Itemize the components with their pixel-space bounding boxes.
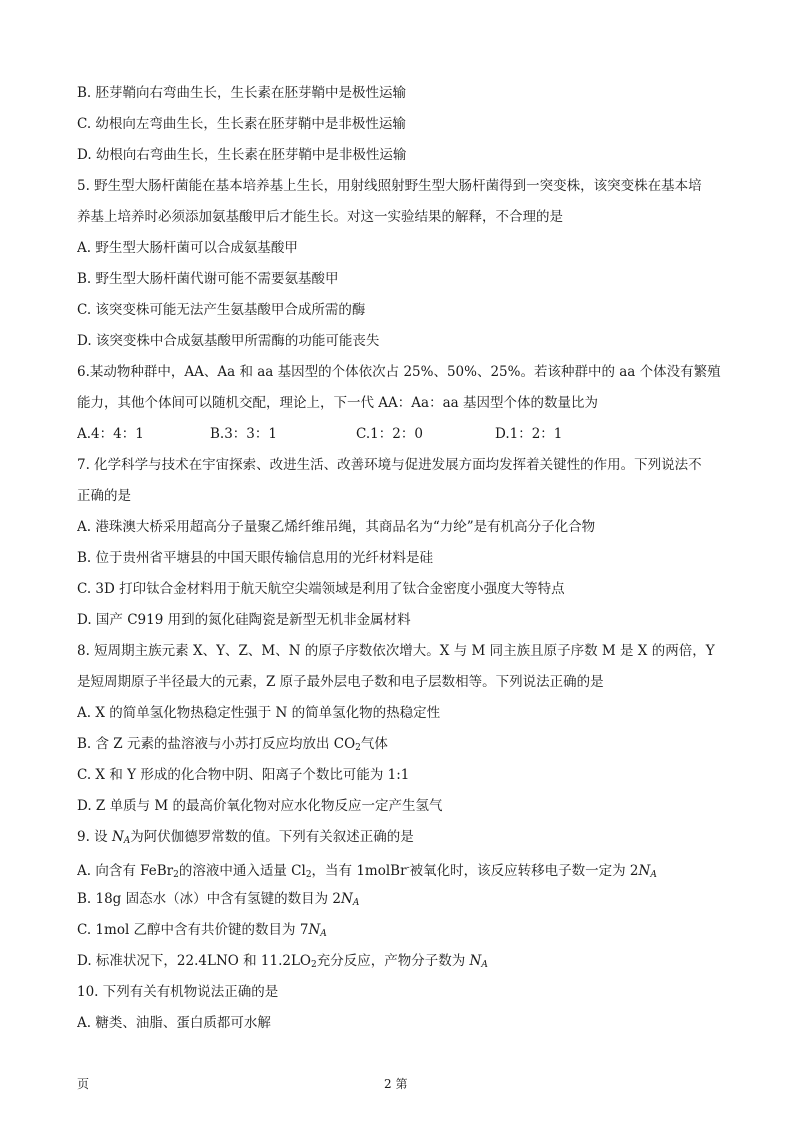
q4-option-d: D. 幼根向右弯曲生长，生长素在胚芽鞘中是非极性运输 [77, 147, 407, 163]
q6-choice-a: A.4：4：1 [77, 426, 144, 442]
q6-choice-c: C.1：2：0 [356, 426, 423, 442]
q7-stem-line2: 正确的是 [77, 488, 131, 504]
q5-stem-line1: 5. 野生型大肠杆菌能在基本培养基上生长，用射线照射野生型大肠杆菌得到一突变株，该突变株在基本培 [77, 178, 702, 194]
q9-option-b: B. 18g 固态水（冰）中含有氢键的数目为 $2N_A$ [77, 891, 360, 908]
footer-left: 页 [77, 1077, 90, 1091]
q8-stem-line1: 8. 短周期主族元素 X、Y、Z、M、N 的原子序数依次增大。X 与 M 同主族且原子序数 M 是 X 的两倍，Y [77, 643, 715, 659]
q9-option-d: D. 标准状况下，22.4LNO 和 $11.2LO_2$充分反应，产物分子数为 $N_A$ [77, 953, 488, 970]
q9-option-c: C. 1mol 乙醇中含有共价键的数目为 $7N_A$ [77, 922, 327, 939]
q6-choice-b: B.3：3：1 [210, 426, 277, 442]
q5-option-c: C. 该突变株可能无法产生氨基酸甲合成所需的酶 [77, 302, 366, 318]
q5-stem-line2: 养基上培养时必须添加氨基酸甲后才能生长。对这一实验结果的解释，不合理的是 [77, 209, 563, 225]
q8-option-a: A. X 的简单氢化物热稳定性强于 N 的简单氢化物的热稳定性 [77, 705, 441, 721]
q8-option-c: C. X 和 Y 形成的化合物中阴、阳离子个数比可能为 1:1 [77, 767, 410, 783]
q5-option-a: A. 野生型大肠杆菌可以合成氨基酸甲 [77, 240, 298, 256]
footer-page-number: 2 第 [384, 1077, 408, 1091]
q10-stem: 10. 下列有关有机物说法正确的是 [77, 984, 279, 1000]
q8-option-b: B. 含 Z 元素的盐溶液与小苏打反应均放出 $CO_2$气体 [77, 736, 388, 753]
q4-option-c: C. 幼根向左弯曲生长，生长素在胚芽鞘中是非极性运输 [77, 116, 406, 132]
q7-option-d: D. 国产 C919 用到的氮化硅陶瓷是新型无机非金属材料 [77, 612, 411, 628]
q7-option-a: A. 港珠澳大桥采用超高分子量聚乙烯纤维吊绳，其商品名为“力纶”是有机高分子化合物 [77, 519, 596, 535]
q6-stem-line2: 能力，其他个体间可以随机交配，理论上，下一代 AA：Aa：aa 基因型个体的数量比为 [77, 395, 598, 411]
q7-option-c: C. 3D 打印钛合金材料用于航天航空尖端领域是利用了钛合金密度小强度大等特点 [77, 581, 565, 597]
q6-stem-line1: 6.某动物种群中，AA、Aa 和 aa 基因型的个体依次占 25%、50%、25%。若该种群中的 aa 个体没有繁殖 [77, 364, 721, 380]
q10-option-a: A. 糖类、油脂、蛋白质都可水解 [77, 1015, 271, 1031]
q5-option-b: B. 野生型大肠杆菌代谢可能不需要氨基酸甲 [77, 271, 339, 287]
q6-choice-d: D.1：2：1 [495, 426, 563, 442]
q9-stem: 9. 设 $N_A$为阿伏伽德罗常数的值。下列有关叙述正确的是 [77, 829, 414, 846]
q6-choices [77, 424, 727, 444]
q7-stem-line1: 7. 化学科学与技术在宇宙探索、改进生活、改善环境与促进发展方面均发挥着关键性的作用。下列说法不 [77, 457, 702, 473]
q7-option-b: B. 位于贵州省平塘县的中国天眼传输信息用的光纤材料是硅 [77, 550, 434, 566]
q9-option-a: A. 向含有 FeBr$_2$的溶液中通入适量 $Cl_2$，当有 1molBr-被氧化时，该反应转移电子数一定为 $2N_A$ [77, 863, 657, 880]
q8-option-d: D. Z 单质与 M 的最高价氧化物对应水化物反应一定产生氢气 [77, 798, 443, 814]
q5-option-d: D. 该突变株中合成氨基酸甲所需酶的功能可能丧失 [77, 333, 380, 349]
q4-option-b: B. 胚芽鞘向右弯曲生长，生长素在胚芽鞘中是极性运输 [77, 85, 407, 101]
q8-stem-line2: 是短周期原子半径最大的元素，Z 原子最外层电子数和电子层数相等。下列说法正确的是 [77, 674, 604, 690]
